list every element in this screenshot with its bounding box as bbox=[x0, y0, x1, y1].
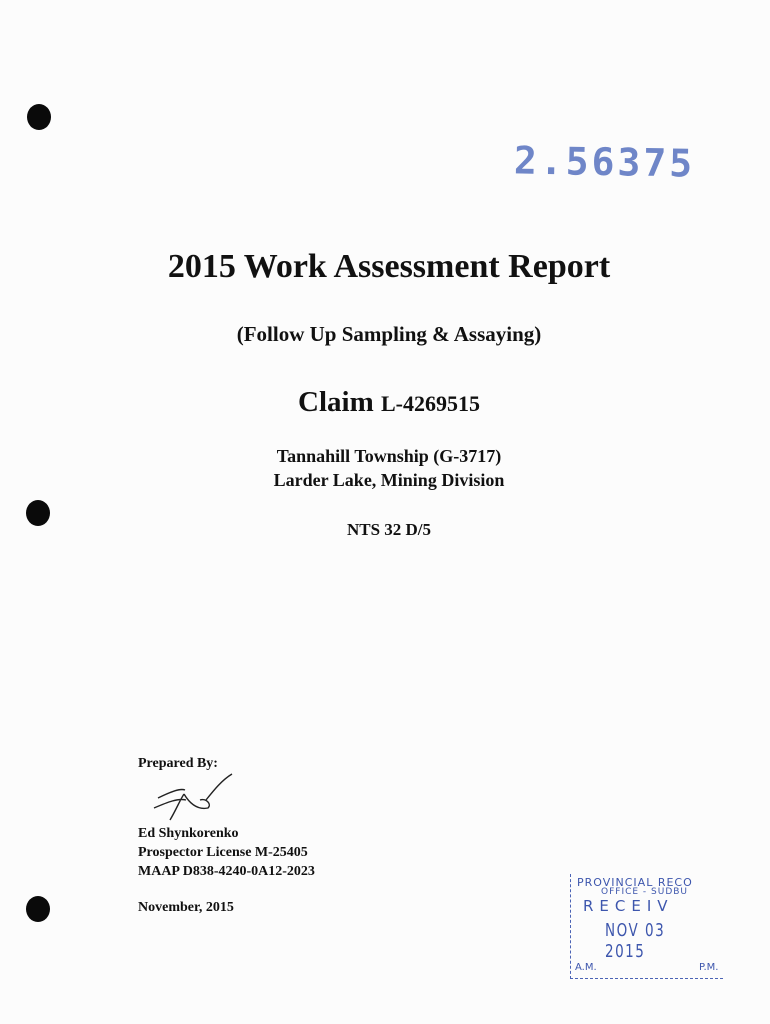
punch-hole-bottom bbox=[26, 896, 50, 922]
claim-number: L-4269515 bbox=[380, 391, 480, 416]
claim-heading bbox=[4, 386, 770, 419]
maap-number: MAAP D838-4240-0A12-2023 bbox=[138, 864, 315, 879]
report-title: 2015 Work Assessment Report bbox=[167, 248, 611, 285]
received-stamp-line2: OFFICE - SUDBU bbox=[601, 887, 689, 897]
prospector-license: Prospector License M-25405 bbox=[138, 845, 308, 860]
report-subtitle: (Follow Up Sampling & Assaying) bbox=[236, 322, 542, 346]
received-stamp-am: A.M. bbox=[575, 962, 597, 973]
file-number-stamp: 2.56375 bbox=[513, 138, 696, 186]
author-name: Ed Shynkorenko bbox=[138, 826, 239, 841]
claim-word: Claim bbox=[298, 386, 374, 418]
township: Tannahill Township (G-3717) bbox=[276, 446, 502, 466]
report-date: November, 2015 bbox=[138, 900, 234, 915]
received-stamp-pm: P.M. bbox=[699, 962, 719, 973]
punch-hole-top bbox=[27, 104, 51, 130]
received-stamp-line1: PROVINCIAL RECO bbox=[577, 876, 693, 889]
received-stamp bbox=[570, 874, 723, 979]
prepared-by-label: Prepared By: bbox=[138, 756, 218, 771]
received-stamp-date: NOV 03 2015 bbox=[605, 920, 666, 962]
nts-reference: NTS 32 D/5 bbox=[346, 520, 432, 539]
mining-division: Larder Lake, Mining Division bbox=[273, 470, 505, 490]
signature bbox=[140, 770, 240, 825]
received-stamp-line3: RECEIV bbox=[583, 897, 674, 915]
